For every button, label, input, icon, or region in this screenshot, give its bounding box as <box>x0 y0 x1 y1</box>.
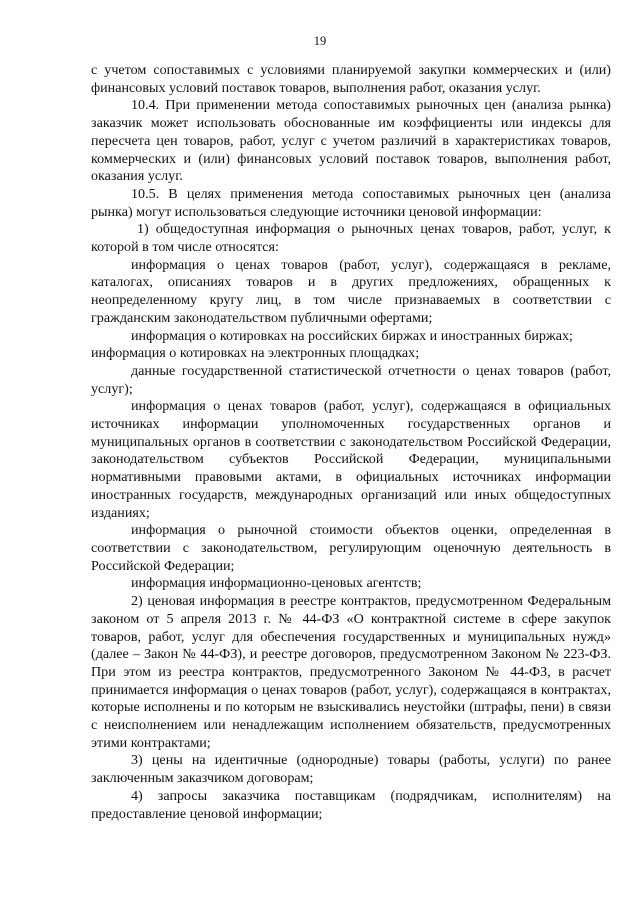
paragraph-continuation: с учетом сопоставимых с условиями планируемой закупки коммерческих и (или) финансовых условий поставок товаров, выполнения работ, оказания услуг. <box>91 62 611 96</box>
paragraph-10-4: 10.4. При применении метода сопоставимых рыночных цен (анализа рынка) заказчик может использовать обоснованные им коэффициенты или индексы для пересчета цен товаров, работ, услуг с учетом различий в характеристиках товаров, коммерческих и (или) финансовых условий поставок товаров, выполнения работ, оказания услуг. <box>91 97 611 185</box>
paragraph-10-5: 10.5. В целях применения метода сопоставимых рыночных цен (анализа рынка) могут использоваться следующие источники ценовой информации: <box>91 185 611 220</box>
list-item-1: 1) общедоступная информация о рыночных ценах товаров, работ, услуг, к которой в том числе относятся: <box>91 221 611 256</box>
list-subitem-electronic-platforms: информация о котировках на электронных площадках; <box>91 345 420 362</box>
list-item-2: 2) ценовая информация в реестре контрактов, предусмотренном Федеральным законом от 5 апреля 2013 г. № 44-ФЗ «О контрактной системе в сфере закупок товаров, работ, услуг для обеспечения государственных и муниципальных нужд» (далее – Закон № 44-ФЗ), и реестре договоров, предусмотренном Законом № 223-ФЗ. При этом из реестра контрактов, предусмотренного Законом № 44-ФЗ, в расчет принимается информация о ценах товаров (работ, услуг), содержащаяся в контрактах, которые исполнены и по которым не взыскивались неустойки (штрафы, пени) в связи с неисполнением или ненадлежащим исполнением обязательств, предусмотренных этими контрактами; <box>91 593 611 751</box>
list-subitem-official-sources: информация о ценах товаров (работ, услуг), содержащаяся в официальных источниках информации уполномоченных государственных органов и муниципальных органов в соответствии с законодательством Российской Федерации, законодательством субъектов Российской Федерации, муниципальными нормативными правовыми актами, в официальных источниках информации иностранных государств, международных организаций или иных общедоступных изданиях; <box>91 398 611 521</box>
page-number: 19 <box>313 34 327 48</box>
list-subitem-valuation: информация о рыночной стоимости объектов оценки, определенная в соответствии с законодательством, регулирующим оценочную деятельность в Российской Федерации; <box>91 522 611 574</box>
document-body <box>91 62 611 823</box>
list-subitem-exchanges: информация о котировках на российских биржах и иностранных биржах; <box>131 327 573 344</box>
list-item-4: 4) запросы заказчика поставщикам (подрядчикам, исполнителям) на предоставление ценовой информации; <box>91 787 611 822</box>
list-subitem-price-agencies: информация информационно-ценовых агентств; <box>131 575 422 592</box>
list-subitem-advertising: информация о ценах товаров (работ, услуг), содержащаяся в рекламе, каталогах, описаниях товаров и в других предложениях, обращенных к неопределенному кругу лиц, в том числе признаваемых в соответствии с гражданским законодательством публичными офертами; <box>91 256 611 326</box>
list-subitem-statistics: данные государственной статистической отчетности о ценах товаров (работ, услуг); <box>91 362 611 397</box>
list-item-3: 3) цены на идентичные (однородные) товары (работы, услуги) по ранее заключенным заказчиком договорам; <box>91 752 611 787</box>
